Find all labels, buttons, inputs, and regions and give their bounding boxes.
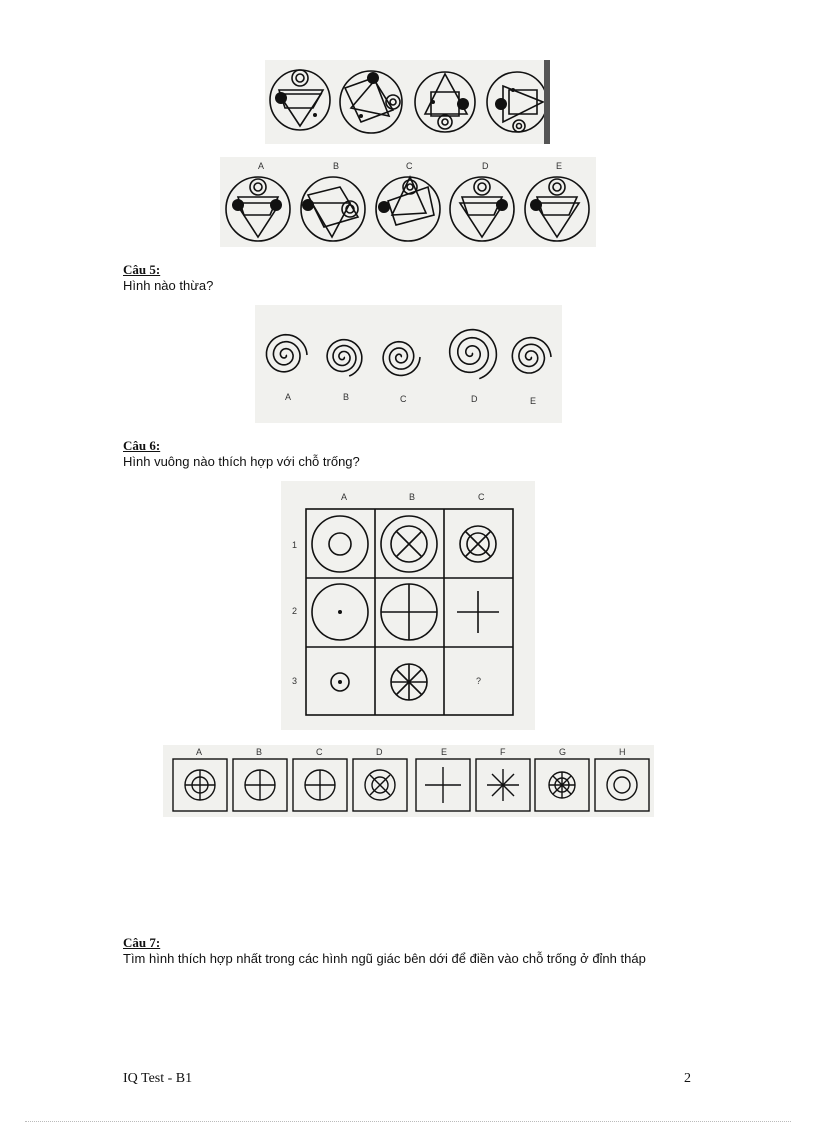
footer-title: IQ Test - B1 [123, 1071, 193, 1086]
q4-option-label: E [556, 161, 563, 171]
q4-option-label: C [406, 161, 413, 171]
q4-option-label: A [258, 161, 265, 171]
question-5-heading: Câu 5: [123, 262, 161, 277]
q5-spirals-figure [255, 305, 562, 423]
page-number: 2 [684, 1071, 691, 1086]
question-6-text: Hình vuông nào thích hợp với chỗ trống? [123, 454, 360, 469]
q6-option-label: G [559, 747, 567, 757]
spiral-d [450, 330, 497, 379]
q4-option-label: D [482, 161, 489, 171]
q6-option-label: C [316, 747, 323, 757]
question-5-text: Hình nào thừa? [123, 278, 214, 293]
q5-option-label: C [400, 394, 407, 404]
q6-col-label: A [341, 492, 348, 502]
q6-option-label: E [441, 747, 448, 757]
q6-row-label: 2 [292, 606, 298, 616]
q6-missing-mark: ? [476, 676, 482, 686]
q5-option-label: E [530, 396, 537, 406]
q4-sequence-figure [265, 60, 550, 144]
q5-option-label: B [343, 392, 350, 402]
q6-option-label: H [619, 747, 626, 757]
spiral-e [512, 338, 551, 373]
question-7-text: Tìm hình thích hợp nhất trong các hình ngũ giác bên dới để điền vào chỗ trống ở đỉnh tháp [123, 951, 646, 966]
q6-option-label: B [256, 747, 263, 757]
spiral-a [267, 335, 308, 372]
q6-row-label: 1 [292, 540, 298, 550]
q5-option-label: A [285, 392, 292, 402]
q5-option-label: D [471, 394, 478, 404]
q6-option-label: D [376, 747, 383, 757]
q6-options-figure [163, 745, 654, 817]
spiral-b [327, 340, 362, 376]
q4-options-figure [220, 157, 596, 247]
spiral-c [383, 342, 420, 376]
q6-col-label: C [478, 492, 485, 502]
q6-row-label: 3 [292, 676, 298, 686]
q4-option-label: B [333, 161, 340, 171]
q6-option-label: A [196, 747, 203, 757]
q6-option-label: F [500, 747, 506, 757]
question-7-heading: Câu 7: [123, 935, 161, 950]
question-6-heading: Câu 6: [123, 438, 161, 453]
page-bottom-divider [25, 1121, 791, 1122]
q6-grid-figure [281, 481, 535, 730]
q6-col-label: B [409, 492, 416, 502]
